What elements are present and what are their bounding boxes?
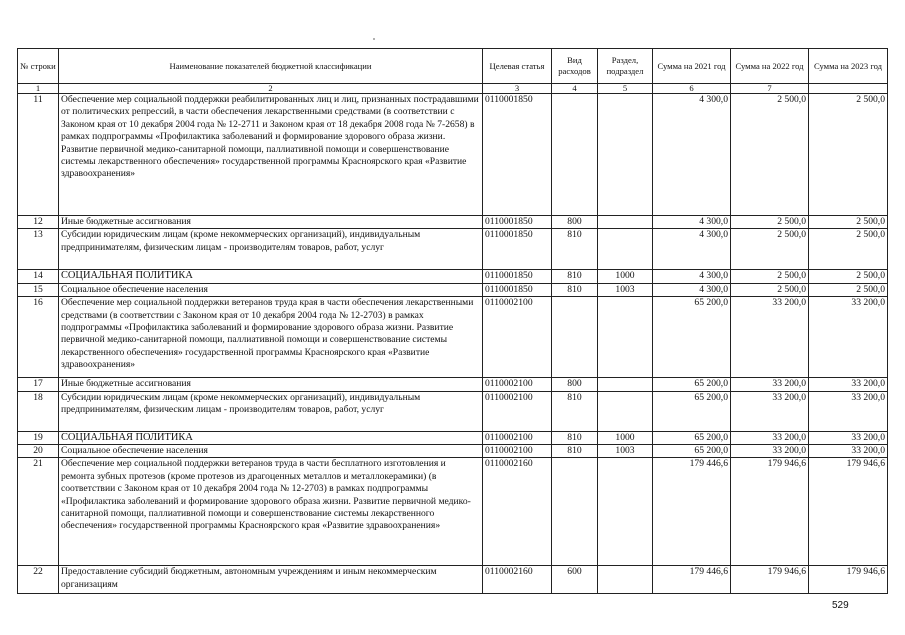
row-target-article: 0110002100: [483, 445, 552, 458]
row-target-article: 0110002160: [483, 458, 552, 566]
row-expense-kind: 810: [552, 270, 598, 283]
row-number: 11: [18, 94, 59, 216]
row-number: 21: [18, 458, 59, 566]
row-sum-2023: 2 500,0: [809, 94, 888, 216]
row-sum-2021: 179 446,6: [653, 458, 731, 566]
row-section: [598, 391, 653, 431]
budget-table: [17, 48, 888, 594]
row-number: 17: [18, 378, 59, 391]
row-sum-2021: 65 200,0: [653, 378, 731, 391]
row-sum-2023: 179 946,6: [809, 566, 888, 594]
row-target-article: 0110001850: [483, 283, 552, 296]
row-sum-2021: 65 200,0: [653, 391, 731, 431]
row-target-article: 0110001850: [483, 270, 552, 283]
row-sum-2021: 65 200,0: [653, 431, 731, 444]
row-number: 22: [18, 566, 59, 594]
row-section: [598, 458, 653, 566]
header-sum-2021: Сумма на 2021 год: [653, 49, 731, 84]
column-number: 4: [552, 84, 598, 94]
row-expense-kind: [552, 94, 598, 216]
row-number: 14: [18, 270, 59, 283]
table-row: [18, 94, 888, 216]
row-expense-kind: 810: [552, 431, 598, 444]
table-row: [18, 391, 888, 431]
row-sum-2021: 4 300,0: [653, 94, 731, 216]
column-number: 1: [18, 84, 59, 94]
row-sum-2021: 4 300,0: [653, 283, 731, 296]
row-sum-2021: 65 200,0: [653, 297, 731, 378]
row-name: СОЦИАЛЬНАЯ ПОЛИТИКА: [59, 431, 483, 444]
row-name: Иные бюджетные ассигнования: [59, 216, 483, 229]
header-row: [18, 49, 888, 84]
row-sum-2021: 4 300,0: [653, 216, 731, 229]
row-name: СОЦИАЛЬНАЯ ПОЛИТИКА: [59, 270, 483, 283]
row-sum-2023: 33 200,0: [809, 297, 888, 378]
row-expense-kind: 800: [552, 378, 598, 391]
row-name: Субсидии юридическим лицам (кроме некоммерческих организаций), индивидуальным предпринимателям, физическим лицам - производителям товаров, работ, услуг: [59, 391, 483, 431]
row-sum-2022: 33 200,0: [731, 391, 809, 431]
row-number: 19: [18, 431, 59, 444]
row-expense-kind: 600: [552, 566, 598, 594]
row-name: Иные бюджетные ассигнования: [59, 378, 483, 391]
scan-speck: [373, 38, 375, 40]
row-sum-2022: 2 500,0: [731, 270, 809, 283]
column-number: 5: [598, 84, 653, 94]
row-number: 18: [18, 391, 59, 431]
row-sum-2022: 2 500,0: [731, 94, 809, 216]
row-sum-2022: 33 200,0: [731, 445, 809, 458]
header-kind: Вид расходов: [552, 49, 598, 84]
row-sum-2022: 2 500,0: [731, 216, 809, 229]
row-sum-2022: 179 946,6: [731, 566, 809, 594]
row-section: [598, 378, 653, 391]
row-name: Обеспечение мер социальной поддержки ветеранов труда края в части обеспечения лекарственными средствами (в соответствии с Законом края от 10 декабря 2004 года № 12-2703) в рамках подпрограммы «Профилактика заболеваний и формирование здорового образа жизни. Развитие первичной медико-санитарной помощи, паллиативной помощи и совершенствование системы лекарственного обеспечения» государственной программы Красноярского края «Развитие здравоохранения»: [59, 297, 483, 378]
row-section: [598, 566, 653, 594]
header-sum-2023: Сумма на 2023 год: [809, 49, 888, 84]
row-sum-2023: 2 500,0: [809, 270, 888, 283]
column-number: [809, 84, 888, 94]
row-number: 15: [18, 283, 59, 296]
row-sum-2022: 33 200,0: [731, 378, 809, 391]
row-sum-2022: 33 200,0: [731, 431, 809, 444]
row-name: Обеспечение мер социальной поддержки ветеранов труда в части бесплатного изготовления и ремонта зубных протезов (кроме протезов из драгоценных металлов и металлокерамики) (в соответствии с Законом края от 10 декабря 2004 года № 12-2703) в рамках подпрограммы «Профилактика заболеваний и формирование здорового образа жизни. Развитие первичной медико-санитарной помощи, паллиативной помощи и совершенствование системы лекарственного обеспечения» государственной программы Красноярского края «Развитие здравоохранения»: [59, 458, 483, 566]
row-target-article: 0110001850: [483, 94, 552, 216]
row-name: Социальное обеспечение населения: [59, 283, 483, 296]
header-section: Раздел, подраздел: [598, 49, 653, 84]
table-row: [18, 445, 888, 458]
row-section: 1003: [598, 445, 653, 458]
row-target-article: 0110002100: [483, 391, 552, 431]
row-target-article: 0110002160: [483, 566, 552, 594]
header-sum-2022: Сумма на 2022 год: [731, 49, 809, 84]
table-row: [18, 216, 888, 229]
row-section: [598, 297, 653, 378]
row-expense-kind: [552, 458, 598, 566]
row-sum-2021: 65 200,0: [653, 445, 731, 458]
row-section: 1000: [598, 270, 653, 283]
row-sum-2023: 33 200,0: [809, 445, 888, 458]
row-sum-2022: 33 200,0: [731, 297, 809, 378]
row-sum-2023: 179 946,6: [809, 458, 888, 566]
row-name: Предоставление субсидий бюджетным, автономным учреждениям и иным некоммерческим организациям: [59, 566, 483, 594]
row-name: Субсидии юридическим лицам (кроме некоммерческих организаций), индивидуальным предпринимателям, физическим лицам - производителям товаров, работ, услуг: [59, 229, 483, 270]
table-row: [18, 297, 888, 378]
header-row-no: № строки: [18, 49, 59, 84]
row-sum-2023: 2 500,0: [809, 216, 888, 229]
table-row: [18, 229, 888, 270]
row-sum-2021: 179 446,6: [653, 566, 731, 594]
row-expense-kind: [552, 297, 598, 378]
table-row: [18, 378, 888, 391]
row-sum-2023: 33 200,0: [809, 391, 888, 431]
row-number: 20: [18, 445, 59, 458]
column-number-row: [18, 84, 888, 94]
table-row: [18, 270, 888, 283]
table-row: [18, 283, 888, 296]
row-number: 12: [18, 216, 59, 229]
page-number: 529: [832, 600, 849, 611]
row-sum-2023: 33 200,0: [809, 431, 888, 444]
row-target-article: 0110001850: [483, 229, 552, 270]
column-number: 6: [653, 84, 731, 94]
row-sum-2022: 179 946,6: [731, 458, 809, 566]
row-section: [598, 216, 653, 229]
row-section: 1003: [598, 283, 653, 296]
row-target-article: 0110002100: [483, 378, 552, 391]
row-section: [598, 94, 653, 216]
table-row: [18, 458, 888, 566]
header-name: Наименование показателей бюджетной классификации: [59, 49, 483, 84]
header-target: Целевая статья: [483, 49, 552, 84]
row-expense-kind: 810: [552, 445, 598, 458]
row-sum-2021: 4 300,0: [653, 229, 731, 270]
row-number: 13: [18, 229, 59, 270]
row-number: 16: [18, 297, 59, 378]
table-row: [18, 566, 888, 594]
table-body: [18, 94, 888, 594]
row-target-article: 0110001850: [483, 216, 552, 229]
column-number: 2: [59, 84, 483, 94]
row-sum-2023: 2 500,0: [809, 229, 888, 270]
row-section: 1000: [598, 431, 653, 444]
column-number: 3: [483, 84, 552, 94]
row-sum-2022: 2 500,0: [731, 229, 809, 270]
row-expense-kind: 810: [552, 283, 598, 296]
row-expense-kind: 800: [552, 216, 598, 229]
row-name: Обеспечение мер социальной поддержки реабилитированных лиц и лиц, признанных пострадавшими от политических репрессий, в части обеспечения лекарственными средствами (в соответствии с Законом края от 10 декабря 2004 года № 12-2711 и Законом края от 18 декабря 2008 года № 7-2658) в рамках подпрограммы «Профилактика заболеваний и формирование здорового образа жизни. Развитие первичной медико-санитарной помощи, паллиативной помощи и совершенствование системы лекарственного обеспечения» государственной программы Красноярского края «Развитие здравоохранения»: [59, 94, 483, 216]
row-target-article: 0110002100: [483, 431, 552, 444]
row-section: [598, 229, 653, 270]
row-sum-2023: 2 500,0: [809, 283, 888, 296]
column-number: 7: [731, 84, 809, 94]
row-name: Социальное обеспечение населения: [59, 445, 483, 458]
row-sum-2023: 33 200,0: [809, 378, 888, 391]
row-sum-2021: 4 300,0: [653, 270, 731, 283]
row-expense-kind: 810: [552, 391, 598, 431]
row-target-article: 0110002100: [483, 297, 552, 378]
table-row: [18, 431, 888, 444]
row-expense-kind: 810: [552, 229, 598, 270]
row-sum-2022: 2 500,0: [731, 283, 809, 296]
